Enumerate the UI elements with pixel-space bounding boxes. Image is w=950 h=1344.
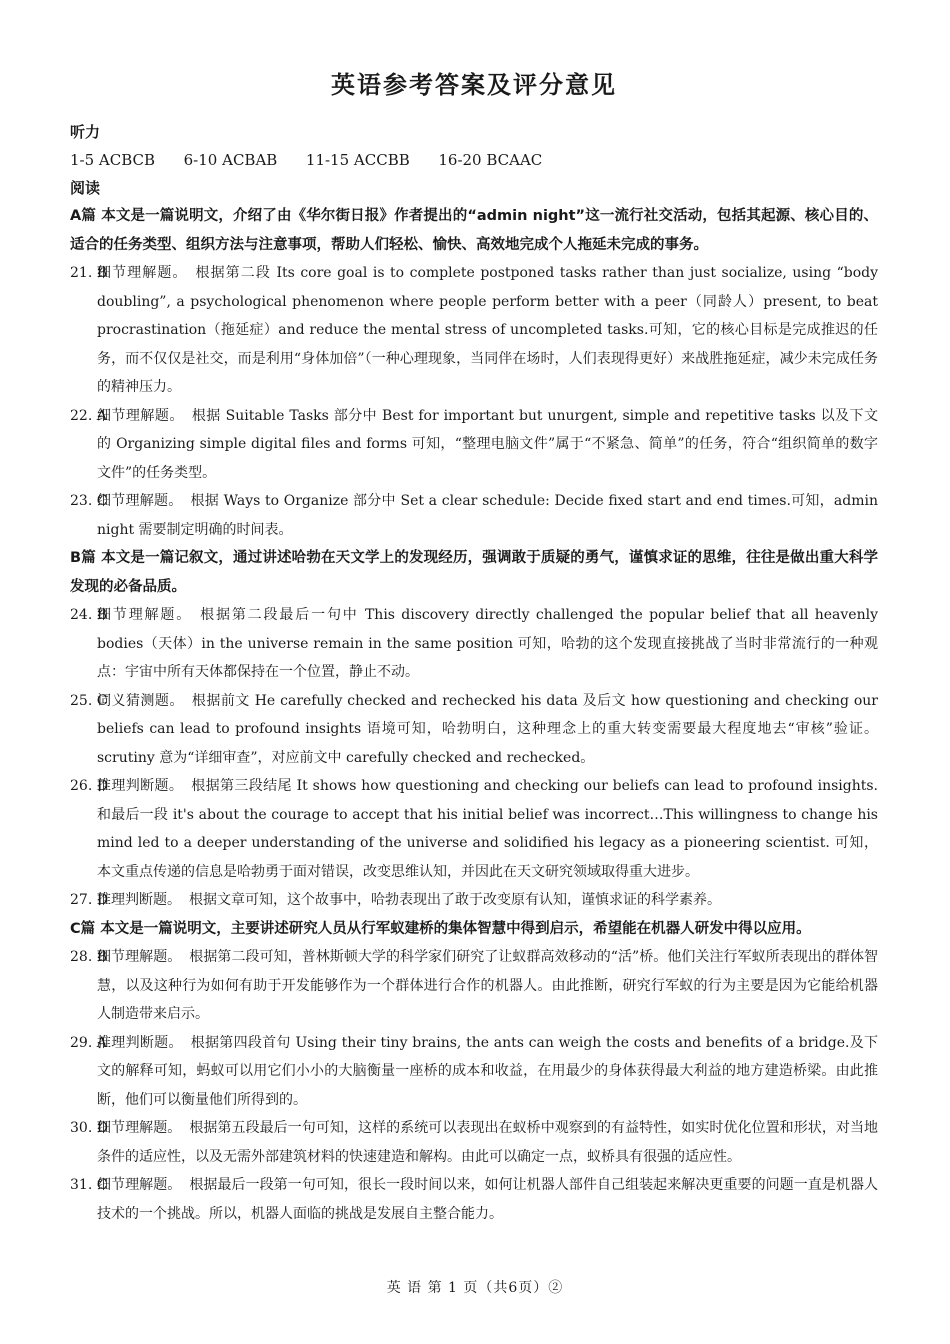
- page-title: 英语参考答案及评分意见: [331, 71, 617, 99]
- listening-answers: 1-5 ACBCB 6-10 ACBAB 11-15 ACCBB 16-20 BCAAC: [70, 151, 543, 169]
- question-type: 推理判断题。: [97, 1034, 183, 1051]
- item-number: 26. D: [70, 778, 108, 794]
- question-type: 推理判断题。: [97, 892, 181, 908]
- explanation: 根据第二段 Its core goal is to complete postponed tasks rather than just socialize, using “body doubling”, a psychological phenomenon where people perform better with a peer（同龄人）present, to beat procrastination（拖延症）and reduce the mental stress of uncompleted tasks.可知，它的核心目标是完成推迟的任务，而不仅仅是社交，而是利用“身体加倍”（一种心理现象，当同伴在场时，人们表现得更好）来战胜拖延症，减少未完成任务的精神压力。: [97, 265, 879, 395]
- answer-item-25: [70, 687, 878, 773]
- passage-c-intro: C篇 本文是一篇说明文，主要讲述研究人员从行军蚁建桥的集体智慧中得到启示，希望能在机器人研发中得以应用。: [70, 920, 811, 937]
- explanation: 根据第三段结尾 It shows how questioning and checking our beliefs can lead to profound insights. 和最后一段 it's about the courage to accept that his initial belief was incorrect…This willingness to change his mind led to a deeper understanding of the universe and solidified his legacy as a pioneering scientist. 可知，本文重点传递的信息是哈勃勇于面对错误，改变思维认知，并因此在天文研究领域取得重大进步。: [97, 778, 879, 880]
- listening-heading: 听力: [70, 123, 101, 141]
- item-number: 29. A: [70, 1034, 107, 1051]
- question-type: 细节理解题。: [97, 949, 182, 965]
- explanation: 根据第二段可知，普林斯顿大学的科学家们研究了让蚁群高效移动的“活”桥。他们关注行军蚁所表现出的群体智慧，以及这种行为如何有助于开发能够作为一个群体进行合作的机器人。由此推断，研究行军蚁的行为主要是因为它能给机器人制造带来启示。: [97, 949, 879, 1022]
- question-type: 词义猜测题。: [97, 692, 184, 709]
- answer-page: [70, 70, 878, 1228]
- answer-item-30: [70, 1114, 878, 1171]
- answer-item-26: [70, 772, 878, 886]
- reading-heading: 阅读: [70, 179, 101, 197]
- item-number: 23. C: [70, 493, 108, 509]
- item-number: 30. D: [70, 1120, 108, 1136]
- answer-item-28: [70, 943, 878, 1029]
- question-type: 细节理解题。: [97, 407, 184, 424]
- item-number: 31. C: [70, 1177, 108, 1193]
- question-type: 推理判断题。: [97, 778, 184, 794]
- explanation: 根据第五段最后一句可知，这样的系统可以表现出在蚁桥中观察到的有益特性，如实时优化位置和形状，对当地条件的适应性，以及无需外部建筑材料的快速建造和解构。由此可以确定一点，蚁桥具有很强的适应性。: [97, 1120, 879, 1165]
- question-type: 细节理解题。: [97, 1177, 182, 1193]
- item-number: 27. D: [70, 892, 108, 908]
- passage-a-intro: A篇 本文是一篇说明文，介绍了由《华尔街日报》作者提出的“admin night”这一流行社交活动，包括其起源、核心目的、适合的任务类型、组织方法与注意事项，帮助人们轻松、愉快、高效地完成个人拖延未完成的事务。: [70, 208, 878, 253]
- explanation: 根据第二段最后一句中 This discovery directly challenged the popular belief that all heavenly bodies（天体）in the universe remain in the same position 可知，哈勃的这个发现直接挑战了当时非常流行的一种观点：宇宙中所有天体都保持在一个位置，静止不动。: [97, 607, 878, 680]
- item-number: 22. A: [70, 407, 107, 424]
- page-footer: 英 语 第 1 页（共6页）②: [386, 1280, 564, 1296]
- question-type: 细节理解题。: [97, 1120, 182, 1136]
- answer-item-24: [70, 601, 878, 687]
- question-type: 细节理解题。: [97, 607, 193, 623]
- passage-b-intro: B篇 本文是一篇记叙文，通过讲述哈勃在天文学上的发现经历，强调敢于质疑的勇气，谨慎求证的思维，往往是做出重大科学发现的必备品质。: [70, 550, 878, 595]
- question-type: 细节理解题。: [97, 493, 183, 509]
- answer-item-27: [70, 886, 878, 915]
- question-type: 细节理解题。: [97, 265, 188, 281]
- answer-item-21: [70, 259, 878, 402]
- answer-item-22: [70, 402, 878, 488]
- explanation: 根据前文 He carefully checked and rechecked his data 及后文 how questioning and checking our beliefs can lead to profound insights 语境可知，哈勃明白，这种理念上的重大转变需要最大程度地去“审核”验证。scrutiny 意为“详细审查”，对应前文中 carefully checked and rechecked。: [97, 692, 878, 766]
- answer-item-29: [70, 1029, 878, 1115]
- item-number: 21. B: [70, 265, 108, 281]
- answer-item-23: [70, 487, 878, 544]
- answer-item-31: [70, 1171, 878, 1228]
- item-number: 28. B: [70, 949, 108, 965]
- explanation: 根据最后一段第一句可知，很长一段时间以来，如何让机器人部件自己组装起来解决更重要的问题一直是机器人技术的一个挑战。所以，机器人面临的挑战是发展自主整合能力。: [97, 1177, 879, 1222]
- item-number: 24. B: [70, 607, 108, 623]
- explanation: 根据第四段首句 Using their tiny brains, the ants can weigh the costs and benefits of a bridge.及下文的解释可知，蚂蚁可以用它们小小的大脑衡量一座桥的成本和收益，在用最少的身体获得最大利益的地方建造桥梁。由此推断，他们可以衡量他们所得到的。: [97, 1034, 878, 1108]
- explanation: 根据文章可知，这个故事中，哈勃表现出了敢于改变原有认知，谨慎求证的科学素养。: [189, 892, 721, 908]
- item-number: 25. C: [70, 692, 108, 709]
- explanation: 根据 Suitable Tasks 部分中 Best for important but unurgent, simple and repetitive tasks 以及下文的 Organizing simple digital files and forms 可知，“整理电脑文件”属于“不紧急、简单”的任务，符合“组织简单的数字文件”的任务类型。: [97, 407, 878, 481]
- explanation: 根据 Ways to Organize 部分中 Set a clear schedule: Decide fixed start and end times.可知，admin night 需要制定明确的时间表。: [97, 493, 879, 538]
